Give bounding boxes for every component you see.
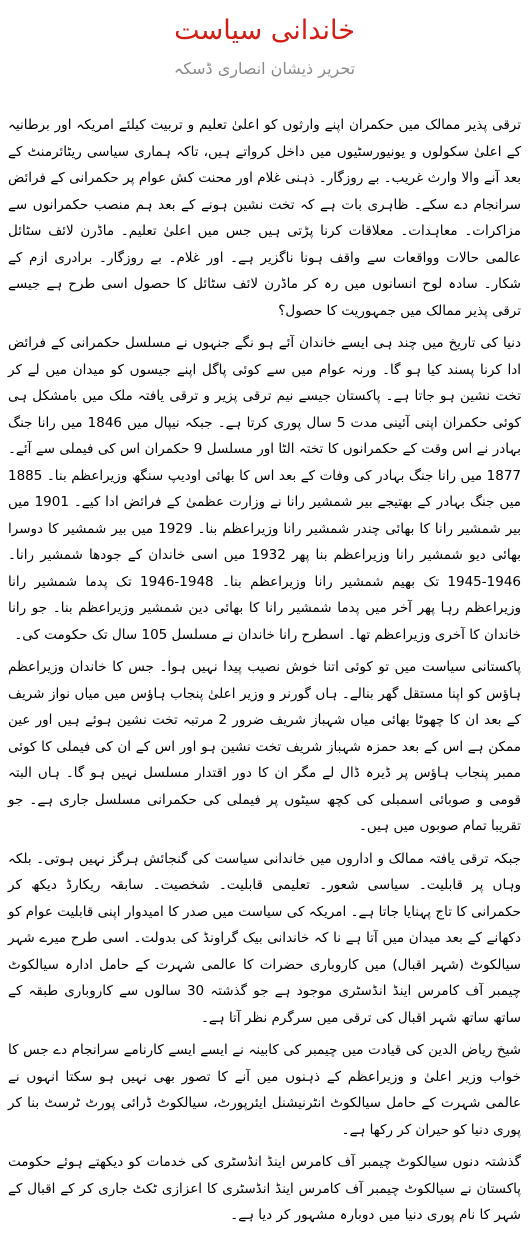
article-paragraph: شیخ ریاض الدین کی قیادت میں چیمبر کی کابینہ نے ایسے ایسے کارنامے سرانجام دے جس کا خواب وزیر اعلیٰ و وزیراعظم کے ذہنوں میں آنے کا تصور بھی نہیں ہو سکتا انہوں نے عالمی شہرت کے حامل سیالکوٹ انٹرنیشنل ایئرپورٹ، سیالکوٹ ڈرائی پورٹ ٹرسٹ بنا کر پوری دنیا کو حیران کر رکھا ہے۔: [8, 1042, 521, 1138]
article-byline: تحریر ذیشان انصاری ڈسکہ: [173, 59, 356, 78]
article-body: [8, 112, 521, 1229]
article-headline: خاندانی سیاست: [174, 15, 355, 46]
article-paragraph: دنیا کی تاریخ میں چند ہی ایسے خاندان آئے ہو نگے جنہوں نے مسلسل حکمرانی کے فرائض ادا کرنا پسند کیا ہو گا۔ ورنہ عوام میں سے کوئی پاگل اپنے جیسوں کو میدان میں لے کر تخت نشین ہو جاتا ہے۔ پاکستان جیسے نیم ترقی پزیر و ترقی یافتہ ملک میں بامشکل ہی کوئی حکمران اپنی آئینی مدت 5 سال پوری کرتا ہے۔ جبکہ نیپال میں 1846 میں رانا جنگ بہادر نے اس وقت کے حکمرانوں کا تختہ الٹا اور مسلسل 9 حکمران اس کی فیملی سے آئے۔ 1877 میں رانا جنگ بہادر کی وفات کے بعد اس کا بھائی اودیپ سنگھ وزیراعظم بنا۔ 1885 میں جنگ بہادر کے بھتیجے بیر شمشیر رانا نے وزارت عظمیٰ کے فرائض ادا کیے۔ 1901 میں بیر شمشیر رانا کا بھائی چندر شمشیر رانا وزیراعظم بنا۔ 1929 میں بیر شمشیر کا دوسرا بھائی دیو شمشیر رانا وزیراعظم بنا پھر 1932 میں اسی خاندان کے جودھا شمشیر رانا۔ 1946-1945 تک بھیم شمشیر رانا وزیراعظم بنا۔ 1948-1946 تک پدما شمشیر رانا وزیراعظم رہا پھر آخر میں پدما شمشیر رانا کا بھائی دین شمشیر وزیراعظم بنا۔ جو رانا خاندان کا آخری وزیراعظم تھا۔ اسطرح رانا خاندان نے مسلسل 105 سال تک حکومت کی۔: [8, 335, 522, 643]
article-paragraph: گذشتہ دنوں سیالکوٹ چیمبر آف کامرس اینڈ انڈسٹری کی خدمات کو دیکھتے ہوئے حکومت پاکستان نے سیالکوٹ چیمبر آف کامرس اینڈ انڈسٹری کا اعزازی ٹکٹ جاری کر کے اقبال کے شہر کا نام پوری دنیا میں دوبارہ مشہور کر دیا ہے۔: [8, 1154, 521, 1223]
article-paragraph: پاکستانی سیاست میں تو کوئی اتنا خوش نصیب پیدا نہیں ہوا۔ جس کا خاندان وزیراعظم ہاؤس کو اپنا مستقل گھر بنالے۔ ہاں گورنر و وزیر اعلیٰ پنجاب ہاؤس میں میاں نواز شریف کے بعد ان کا چھوٹا بھائی میاں شہباز شریف ضرور 2 مرتبہ تخت نشین ہوئے ہیں اور عین ممکن ہے اس کے بعد حمزہ شہباز شریف تخت نشین ہو اور اس کے ان کی فیملی کا کوئی ممبر پنجاب ہاؤس پر ڈیرہ ڈال لے مگر ان کا دور اقتدار مسلسل نہیں ہو گا۔ ہاں البتہ قومی و صوبائی اسمبلی کی کچھ سیٹوں پر فیملی کی حکمرانی مسلسل جاری ہے۔ جو تقریبا تمام صوبوں میں ہیں۔: [8, 659, 521, 834]
article-paragraph: ترقی پذیر ممالک میں حکمران اپنے وارثوں کو اعلیٰ تعلیم و تربیت کیلئے امریکہ اور برطانیہ کے اعلیٰ سکولوں و یونیورسٹیوں میں داخل کرواتے ہیں، تاکہ ہماری سیاسی ریٹائرمنٹ کے بعد آنے والا وارث غریب۔ بے روزگار۔ ذہنی غلام اور محنت کش عوام پر حکمرانی کے فرائض سرانجام دے سکے۔ ظاہری بات ہے کہ تخت نشین ہونے کے بعد ہم منصب حکمرانوں سے مزاکرات۔ معاہدات۔ معلاقات کرنا پڑتی ہیں جس میں اعلیٰ تعلیم۔ ماڈرن لائف سٹائل عالمی حالات وواقعات سے واقف ہونا ناگزیر ہے۔ اور غلام۔ بے روزگار۔ برادری ازم کے شکار۔ سادہ لوح انسانوں میں رہ کر ماڈرن لائف سٹائل کا حصول اسی طرح ہے جیسے ترقی پذیر ممالک میں جمہوریت کا حصول؟: [8, 117, 521, 319]
article-paragraph: جبکہ ترقی یافتہ ممالک و اداروں میں خاندانی سیاست کی گنجائش ہرگز نہیں ہوتی۔ بلکہ وہاں پر قابلیت۔ سیاسی شعور۔ تعلیمی قابلیت۔ شخصیت۔ سابقہ ریکارڈ دیکھ کر حکمرانی کا تاج پہنایا جاتا ہے۔ امریکہ کی سیاست میں صدر کا امیدوار اپنی قابلیت عوام کو دکھانے کے بعد میدان میں آتا ہے نا کہ خاندانی بیک گراونڈ کی بدولت۔ اسی طرح میرے شہر سیالکوٹ (شہر اقبال) میں کاروباری حضرات کا عالمی شہرت کے حامل ادارہ سیالکوٹ چیمبر آف کامرس اینڈ انڈسٹری موجود ہے جو گذشتہ 30 سالوں سے کاروباری طبقہ کے ساتھ ساتھ شہر اقبال کی ترقی میں سرگرم نظر آتا ہے۔: [8, 850, 521, 1026]
